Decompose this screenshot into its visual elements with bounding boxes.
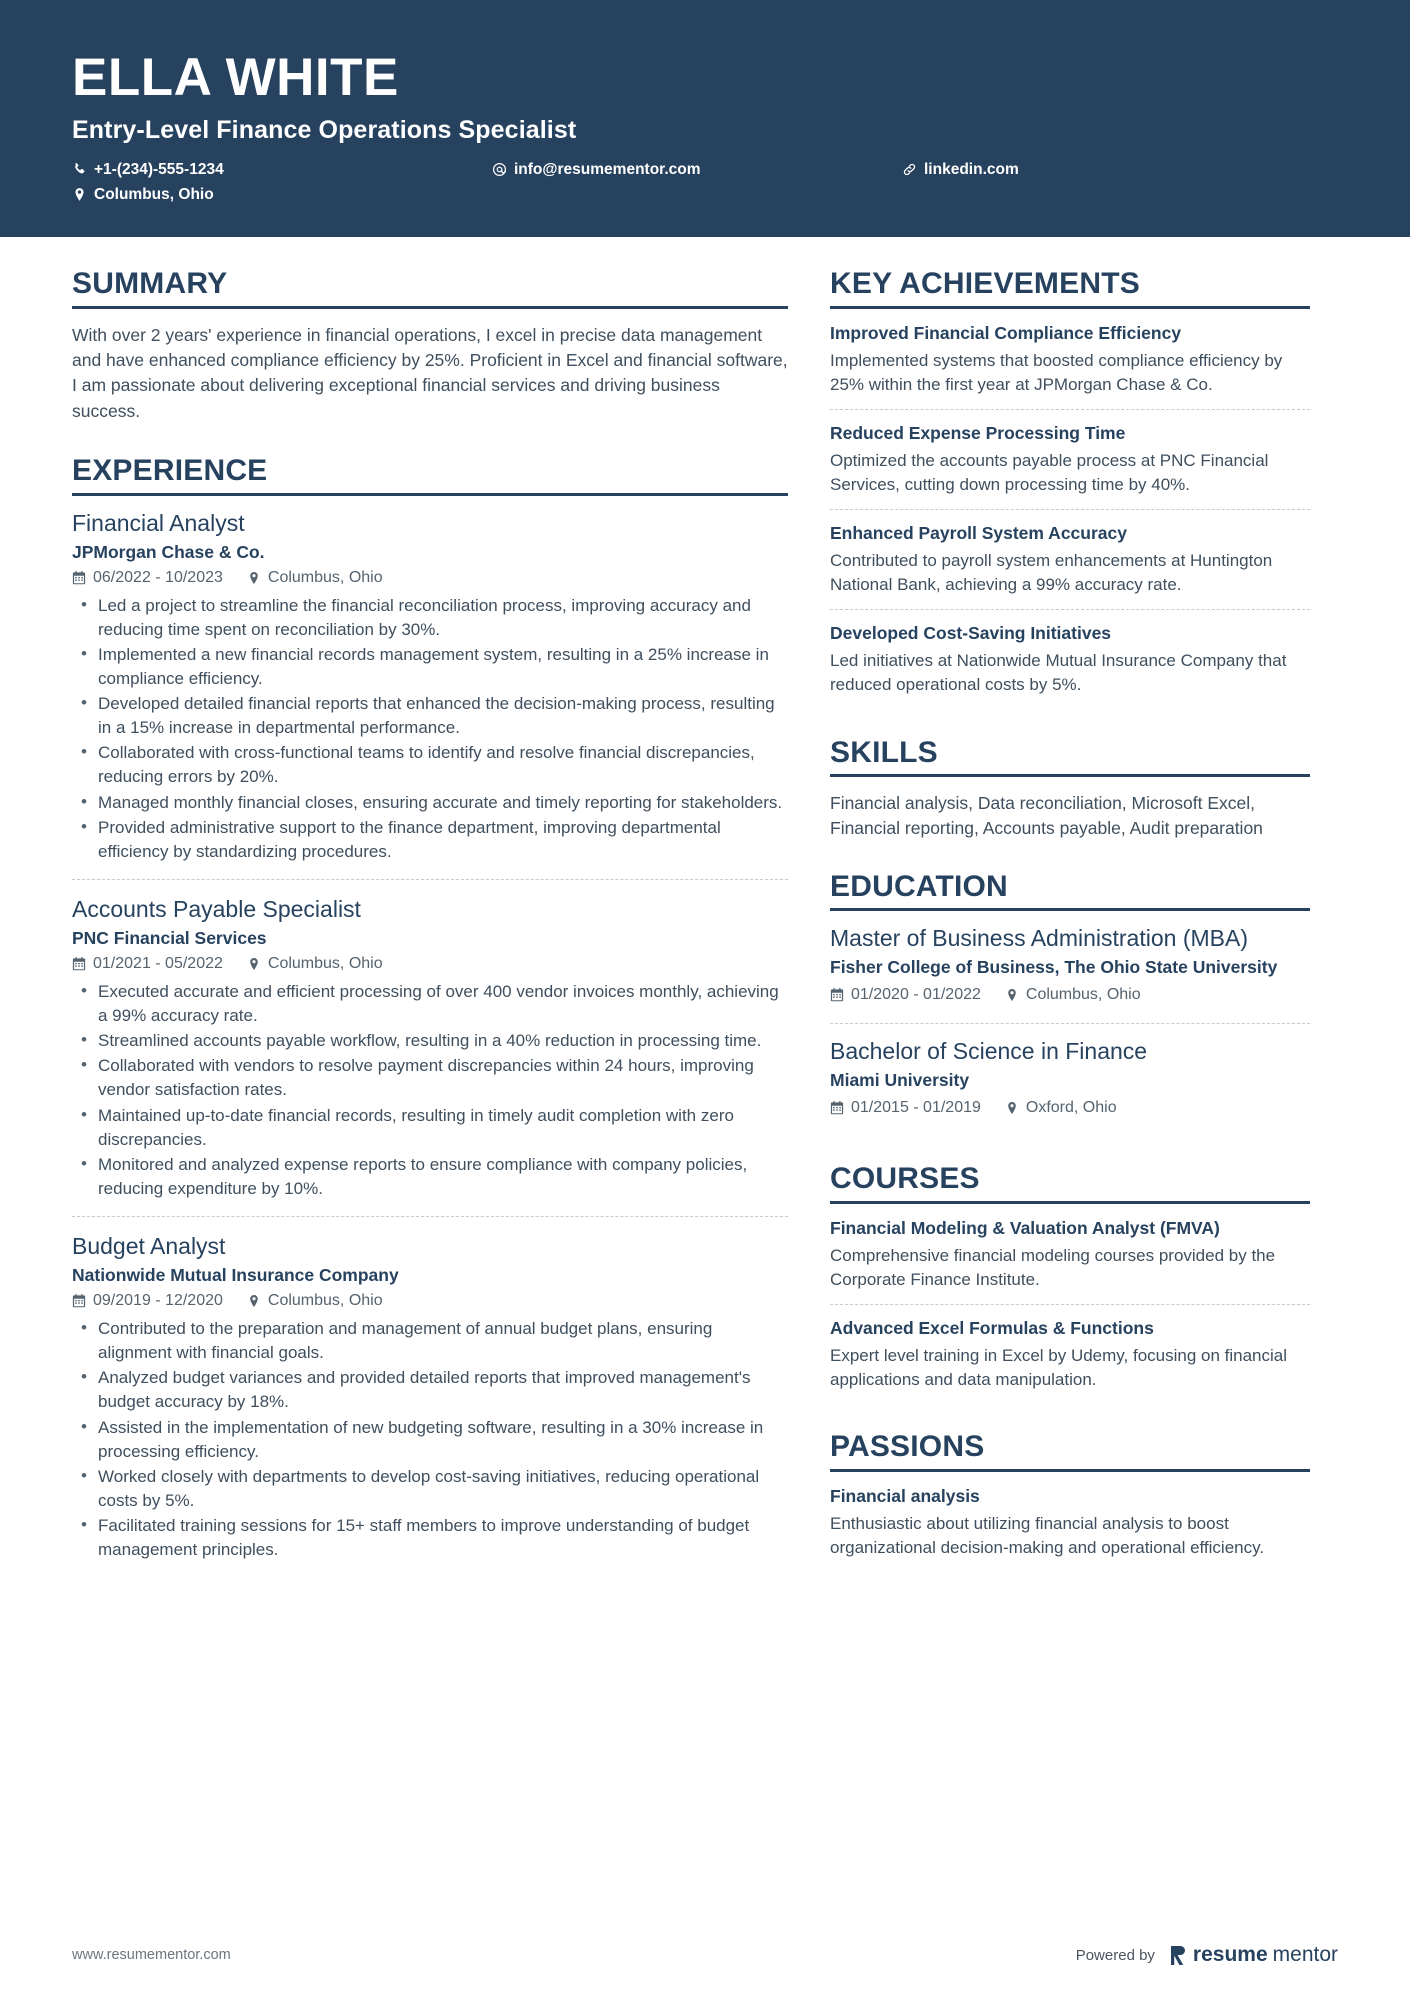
achievement-title: Improved Financial Compliance Efficiency: [830, 322, 1182, 343]
experience-bullet: • Contributed to the preparation and management of annual budget plans, ensuring alignment with financial goals.: [72, 1317, 788, 1365]
education-degree: Master of Business Administration (MBA): [830, 925, 1248, 952]
skills-divider: [830, 774, 1310, 777]
education-meta: [830, 1099, 1310, 1117]
experience-company: JPMorgan Chase & Co.: [72, 541, 265, 562]
education-entry: [830, 925, 1310, 1023]
section-courses: [830, 1162, 1310, 1404]
education-location: [1005, 986, 1141, 1004]
course-desc: Expert level training in Excel by Udemy, focusing on financial applications and data manipulation.: [830, 1346, 1288, 1390]
experience-role: Budget Analyst: [72, 1233, 226, 1259]
contact-link-value: linkedin.com: [924, 160, 1019, 178]
experience-divider: [72, 493, 788, 496]
location-pin-icon: [1005, 988, 1019, 1002]
experience-meta: [72, 569, 788, 587]
contact-row-primary: [72, 161, 1338, 179]
passions-divider: [830, 1469, 1310, 1472]
footer-branding: [1076, 1943, 1338, 1967]
education-dates-value: 01/2015 - 01/2019: [851, 1099, 981, 1117]
education-location-value: Columbus, Ohio: [1025, 986, 1141, 1004]
experience-dates-value: 06/2022 - 10/2023: [93, 568, 223, 586]
experience-company: Nationwide Mutual Insurance Company: [72, 1265, 399, 1285]
candidate-job-title: Entry-Level Finance Operations Specialist: [72, 115, 577, 144]
experience-dates: [72, 955, 223, 973]
calendar-icon: [72, 1294, 86, 1308]
experience-dates: [72, 569, 223, 587]
achievement-title: Developed Cost-Saving Initiatives: [830, 623, 1112, 644]
passions-heading: PASSIONS: [830, 1430, 985, 1464]
summary-divider: [72, 306, 788, 309]
experience-bullets: [72, 594, 788, 864]
passion-desc: Enthusiastic about utilizing financial analysis to boost organizational decision-making and operational efficiency.: [830, 1513, 1265, 1557]
section-passions: [830, 1430, 1310, 1572]
experience-role: Accounts Payable Specialist: [72, 895, 361, 922]
contact-link[interactable]: [902, 161, 1202, 179]
experience-bullet: • Led a project to streamline the financial reconciliation process, improving accuracy and reducing time spent on reconciliation by 30%.: [72, 594, 788, 642]
achievement-entry: [830, 509, 1310, 609]
experience-entry: [72, 879, 788, 1216]
experience-dates: [72, 1292, 223, 1310]
experience-entry: [72, 510, 788, 879]
summary-text: With over 2 years' experience in financial operations, I excel in precise data management and have enhanced compliance efficiency by 25%. Proficient in Excel and financial software, I am passionate about delivering exceptional financial services and driving business success.: [72, 324, 788, 421]
passion-title: Financial analysis: [830, 1485, 980, 1506]
experience-dates-value: 01/2021 - 05/2022: [93, 954, 223, 972]
achievement-entry: [830, 323, 1310, 409]
section-summary: [72, 267, 788, 424]
brand-name-bold: resume: [1192, 1943, 1268, 1966]
location-pin-icon: [1005, 1101, 1019, 1115]
phone-icon: [72, 162, 87, 177]
footer-url[interactable]: www.resumementor.com: [72, 1947, 231, 1963]
education-school: Fisher College of Business, The Ohio State University: [830, 957, 1278, 978]
right-column: [830, 237, 1310, 1585]
course-entry: [830, 1304, 1310, 1404]
section-education: [830, 870, 1310, 1137]
courses-list: [830, 1218, 1310, 1405]
education-list: [830, 925, 1310, 1136]
resume-header: [0, 0, 1410, 237]
contact-row-secondary: [72, 186, 1338, 204]
experience-list: [72, 510, 788, 1578]
calendar-icon: [72, 571, 86, 585]
experience-bullet: • Collaborated with cross-functional teams to identify and resolve financial discrepancies, reducing errors by 20%.: [72, 741, 788, 789]
calendar-icon: [72, 957, 86, 971]
experience-meta: [72, 1292, 788, 1310]
achievement-title: Reduced Expense Processing Time: [830, 422, 1126, 443]
calendar-icon: [830, 988, 844, 1002]
experience-location-value: Columbus, Ohio: [267, 568, 383, 586]
education-heading: EDUCATION: [830, 869, 1008, 903]
achievement-desc: Optimized the accounts payable process at PNC Financial Services, cutting down processing time by 40%.: [830, 450, 1269, 494]
experience-location-value: Columbus, Ohio: [267, 1292, 383, 1309]
email-icon: [492, 162, 507, 177]
education-dates: [830, 1099, 981, 1117]
experience-bullet: • Provided administrative support to the finance department, improving departmental efficiency by standardizing procedures.: [72, 816, 788, 864]
experience-location: [247, 569, 383, 587]
education-meta: [830, 986, 1310, 1004]
contact-email-value: info@resumementor.com: [514, 160, 701, 178]
skills-text: Financial analysis, Data reconciliation, Microsoft Excel, Financial reporting, Accounts payable, Audit preparation: [830, 793, 1263, 839]
contact-location-value: Columbus, Ohio: [94, 185, 214, 203]
achievements-heading: KEY ACHIEVEMENTS: [830, 267, 1140, 300]
experience-company: PNC Financial Services: [72, 927, 267, 948]
passion-entry: [830, 1486, 1310, 1572]
experience-bullet: • Analyzed budget variances and provided detailed reports that improved management's budget accuracy by 18%.: [72, 1366, 788, 1414]
contact-location: [72, 186, 492, 204]
resumementor-mark-icon: [1171, 1945, 1188, 1966]
experience-heading: EXPERIENCE: [72, 454, 268, 487]
courses-divider: [830, 1201, 1310, 1204]
experience-bullet: • Managed monthly financial closes, ensuring accurate and timely reporting for stakeholders.: [72, 791, 788, 815]
experience-bullets: [72, 1317, 788, 1562]
location-pin-icon: [247, 571, 261, 585]
powered-by-label: Powered by: [1075, 1946, 1155, 1964]
calendar-icon: [830, 1101, 844, 1115]
skills-heading: SKILLS: [830, 735, 938, 769]
courses-heading: COURSES: [830, 1162, 980, 1196]
course-entry: [830, 1218, 1310, 1304]
achievements-divider: [830, 306, 1310, 309]
location-icon: [72, 187, 87, 202]
experience-bullets: [72, 980, 788, 1201]
experience-bullet: • Developed detailed financial reports that enhanced the decision-making process, resulting in a 15% increase in departmental performance.: [72, 692, 788, 740]
location-pin-icon: [247, 957, 261, 971]
contact-email[interactable]: [492, 161, 902, 179]
experience-bullet: • Facilitated training sessions for 15+ staff members to improve understanding of budget management principles.: [72, 1514, 788, 1562]
course-desc: Comprehensive financial modeling courses provided by the Corporate Finance Institute.: [830, 1245, 1276, 1289]
education-location: [1005, 1099, 1117, 1117]
experience-location-value: Columbus, Ohio: [267, 954, 383, 972]
section-key-achievements: [830, 267, 1310, 710]
left-column: [72, 237, 788, 1585]
contact-details: [72, 161, 1338, 204]
education-divider: [830, 908, 1310, 911]
contact-phone-value: +1-(234)-555-1234: [94, 160, 224, 178]
brand-name-light: mentor: [1272, 1943, 1338, 1966]
achievement-entry: [830, 609, 1310, 709]
experience-bullet: • Implemented a new financial records management system, resulting in a 25% increase in compliance efficiency.: [72, 643, 788, 691]
link-icon: [902, 162, 917, 177]
experience-bullet: • Maintained up-to-date financial records, resulting in timely audit completion with zero discrepancies.: [72, 1104, 788, 1152]
experience-bullet: • Executed accurate and efficient processing of over 400 vendor invoices monthly, achieving a 99% accuracy rate.: [72, 980, 788, 1028]
resume-body: [0, 237, 1410, 1585]
education-dates: [830, 986, 981, 1004]
experience-role: Financial Analyst: [72, 509, 245, 536]
passions-list: [830, 1486, 1310, 1572]
achievement-desc: Implemented systems that boosted compliance efficiency by 25% within the first year at JPMorgan Chase & Co.: [830, 350, 1283, 394]
candidate-name: ELLA WHITE: [72, 48, 399, 107]
achievement-title: Enhanced Payroll System Accuracy: [830, 523, 1127, 543]
summary-heading: SUMMARY: [72, 267, 228, 300]
experience-dates-value: 09/2019 - 12/2020: [93, 1292, 223, 1309]
contact-phone[interactable]: [72, 161, 492, 179]
experience-bullet: • Streamlined accounts payable workflow, resulting in a 40% reduction in processing time.: [72, 1029, 788, 1053]
education-degree: Bachelor of Science in Finance: [830, 1038, 1148, 1065]
experience-bullet: • Worked closely with departments to develop cost-saving initiatives, reducing operational costs by 5%.: [72, 1465, 788, 1513]
achievement-entry: [830, 409, 1310, 509]
course-title: Advanced Excel Formulas & Functions: [830, 1318, 1154, 1338]
experience-bullet: • Collaborated with vendors to resolve payment discrepancies within 24 hours, improving vendor satisfaction rates.: [72, 1054, 788, 1102]
experience-bullet: • Assisted in the implementation of new budgeting software, resulting in a 30% increase in processing efficiency.: [72, 1416, 788, 1464]
experience-bullet: • Monitored and analyzed expense reports to ensure compliance with company policies, reducing expenditure by 10%.: [72, 1153, 788, 1201]
experience-entry: [72, 1216, 788, 1577]
education-entry: [830, 1023, 1310, 1136]
education-school: Miami University: [830, 1070, 970, 1091]
experience-location: [247, 1292, 383, 1310]
experience-meta: [72, 955, 788, 973]
section-experience: [72, 454, 788, 1577]
education-dates-value: 01/2020 - 01/2022: [851, 986, 981, 1004]
achievement-desc: Led initiatives at Nationwide Mutual Insurance Company that reduced operational costs by 5%.: [830, 651, 1287, 695]
resume-footer: [0, 1915, 1410, 1995]
resumementor-logo: [1171, 1943, 1338, 1967]
education-location-value: Oxford, Ohio: [1025, 1099, 1117, 1117]
course-title: Financial Modeling & Valuation Analyst (FMVA): [830, 1217, 1220, 1238]
achievements-list: [830, 323, 1310, 710]
experience-location: [247, 955, 383, 973]
achievement-desc: Contributed to payroll system enhancements at Huntington National Bank, achieving a 99% accuracy rate.: [830, 551, 1273, 595]
section-skills: [830, 736, 1310, 842]
location-pin-icon: [247, 1294, 261, 1308]
